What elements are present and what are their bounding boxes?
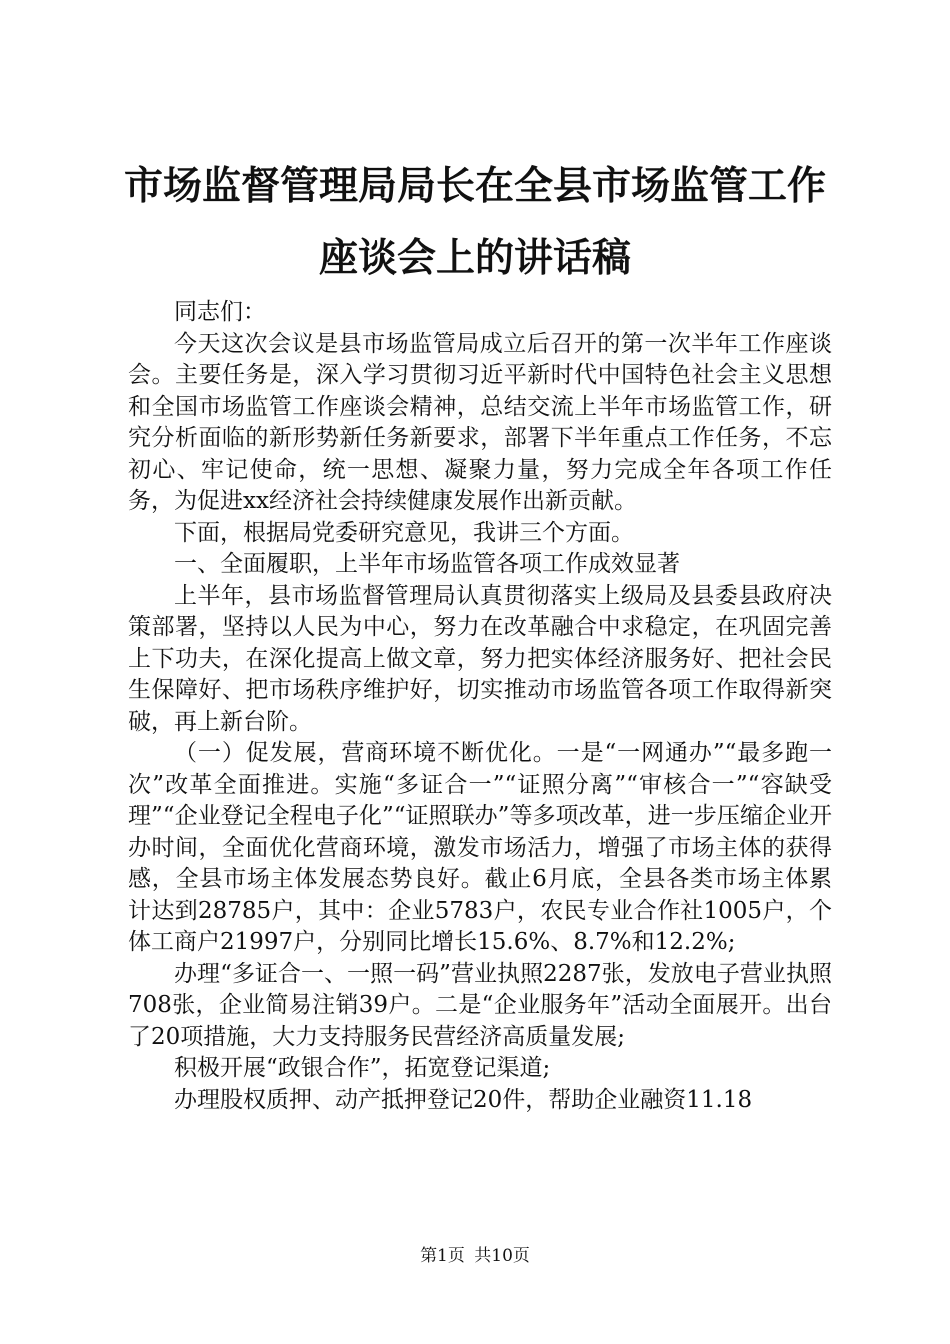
- paragraph-financing: 办理股权质押、动产抵押登记20件，帮助企业融资11.18: [174, 1086, 753, 1113]
- paragraph-licenses: 办理“多证合一、一照一码”营业执照2287张，发放电子营业执照708张，企业简易注销39户。二是“企业服务年”活动全面展开。出台了20项措施，大力支持服务民营经济高质量发展;: [128, 960, 832, 1050]
- document-body: [128, 297, 832, 1116]
- paragraph-outline: 下面，根据局党委研究意见，我讲三个方面。: [174, 519, 634, 546]
- page-total: 共10页: [474, 1246, 530, 1266]
- page-number: 第1页: [420, 1246, 465, 1266]
- section-heading-1: 一、全面履职，上半年市场监管各项工作成效显著: [174, 551, 680, 577]
- page-footer: [0, 1245, 950, 1267]
- paragraph-bank-cooperation: 积极开展“政银合作”，拓宽登记渠道;: [174, 1055, 551, 1081]
- paragraph-summary: 上半年，县市场监督管理局认真贯彻落实上级局及县委县政府决策部署，坚持以人民为中心，努力在改革融合中求稳定，在巩固完善上下功夫，在深化提高上做文章，努力把实体经济服务好、把社会民生保障好、把市场秩序维护好，切实推动市场监管各项工作取得新突破，再上新台阶。: [128, 582, 832, 735]
- document-title: 市场监督管理局局长在全县市场监管工作座谈会上的讲话稿: [123, 163, 826, 281]
- paragraph-business-environment: （一）促发展，营商环境不断优化。一是“一网通办”“最多跑一次”改革全面推进。实施“多证合一”“证照分离”“审核合一”“容缺受理”“企业登记全程电子化”“证照联办”等多项改革，进一步压缩企业开办时间，全面优化营商环境，激发市场活力，增强了市场主体的获得感，全县市场主体发展态势良好。截止6月底，全县各类市场主体累计达到28785户，其中：企业5783户，农民专业合作社1005户，个体工商户21997户，分别同比增长15.6%、8.7%和12.2%;: [128, 740, 832, 955]
- paragraph-intro: 今天这次会议是县市场监管局成立后召开的第一次半年工作座谈会。主要任务是，深入学习贯彻习近平新时代中国特色社会主义思想和全国市场监管工作座谈会精神，总结交流上半年市场监管工作，研究分析面临的新形势新任务新要求，部署下半年重点工作任务，不忘初心、牢记使命，统一思想、凝聚力量，努力完成全年各项工作任务，为促进xx经济社会持续健康发展作出新贡献。: [128, 330, 832, 514]
- salutation: 同志们：: [174, 299, 266, 325]
